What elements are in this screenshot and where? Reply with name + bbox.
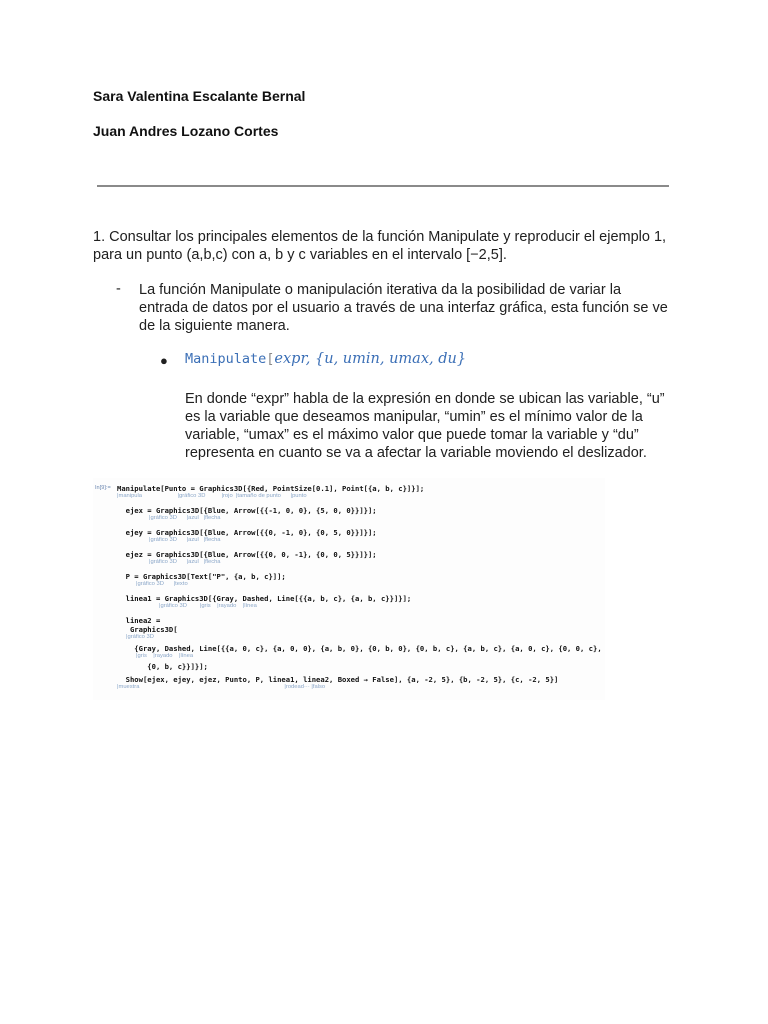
formula-open-bracket: [ [266, 351, 275, 367]
manipulate-description: La función Manipulate o manipulación iterativa da la posibilidad de variar la entrada de datos por el usuario a través de una interfaz gráfica, esta función se ve de la siguiente manera. [139, 282, 668, 334]
code-hint-line: |gráfico 3D |azul |flecha [149, 559, 221, 565]
code-line: ejey = Graphics3D[{Blue, Arrow[{{0, -1, 0}, {0, 5, 0}}]}]; [117, 528, 377, 537]
author-name-1: Sara Valentina Escalante Bernal [93, 88, 306, 104]
question-paragraph: 1. Consultar los principales elementos de la función Manipulate y reproducir el ejemplo 1, para un punto (a,b,c) con a, b y c variables en el intervalo [−2,5]. [93, 229, 667, 263]
code-hint-line: |gráfico 3D |gris |rayado |línea [159, 603, 257, 609]
input-cell-label: In[9]:= [95, 485, 111, 491]
code-hint-line: |gráfico 3D |azul |flecha [149, 537, 221, 543]
code-line: linea2 = [117, 616, 161, 625]
code-line: Show[ejex, ejey, ejez, Punto, P, linea1, linea2, Boxed → False], {a, -2, 5}, {b, -2, 5}, {c, -2, 5}] [117, 675, 559, 684]
code-hint-line: |gráfico 3D |azul |flecha [149, 515, 221, 521]
formula-arguments: expr, {u, umin, umax, du} [274, 351, 467, 367]
code-hint-line: |manipula |gráfico 3D |rojo |tamaño de punto |punto [117, 493, 307, 499]
code-line: Graphics3D[ [117, 625, 178, 634]
manipulate-syntax-formula [185, 351, 466, 367]
syntax-explanation: En donde “expr” habla de la expresión en donde se ubican las variable, “u” es la variable que deseamos manipular, “umin” es el mínimo valor de la variable, “umax” es el máximo valor que puede tomar la variable y “du” representa en cuanto se va a afectar la variable moviendo el deslizador. [185, 391, 665, 461]
bullet-icon: ● [160, 353, 168, 368]
horizontal-divider [97, 185, 669, 187]
author-name-2: Juan Andres Lozano Cortes [93, 123, 279, 139]
formula-function-name: Manipulate [185, 351, 267, 367]
code-line: ejex = Graphics3D[{Blue, Arrow[{{-1, 0, 0}, {5, 0, 0}}]}]; [117, 506, 377, 515]
code-hint-line: |gráfico 3D |texto [136, 581, 188, 587]
code-hint-line: |muestra |rodead··· |falso [117, 684, 326, 690]
code-hint-line: |gráfico 3D [126, 634, 154, 640]
code-line: {0, b, c}}]}]; [117, 662, 208, 671]
code-line: linea1 = Graphics3D[{Gray, Dashed, Line[{{a, b, c}, {a, b, c}}]}]; [117, 594, 412, 603]
code-line: ejez = Graphics3D[{Blue, Arrow[{{0, 0, -1}, {0, 0, 5}}]}]; [117, 550, 377, 559]
dash-bullet-marker: - [116, 281, 121, 297]
code-line: Manipulate[Punto = Graphics3D[{Red, PointSize[0.1], Point[{a, b, c}]}]; [117, 484, 425, 493]
code-hint-line: |gris |rayado |línea [136, 653, 194, 659]
code-line: {Gray, Dashed, Line[{{a, 0, c}, {a, 0, 0}, {a, b, 0}, {0, b, 0}, {0, b, c}, {a, b, c}, {a, 0, c}, {0, 0, c}, [117, 644, 602, 653]
mathematica-code-screenshot [93, 478, 605, 700]
code-line: P = Graphics3D[Text["P", {a, b, c}]]; [117, 572, 286, 581]
